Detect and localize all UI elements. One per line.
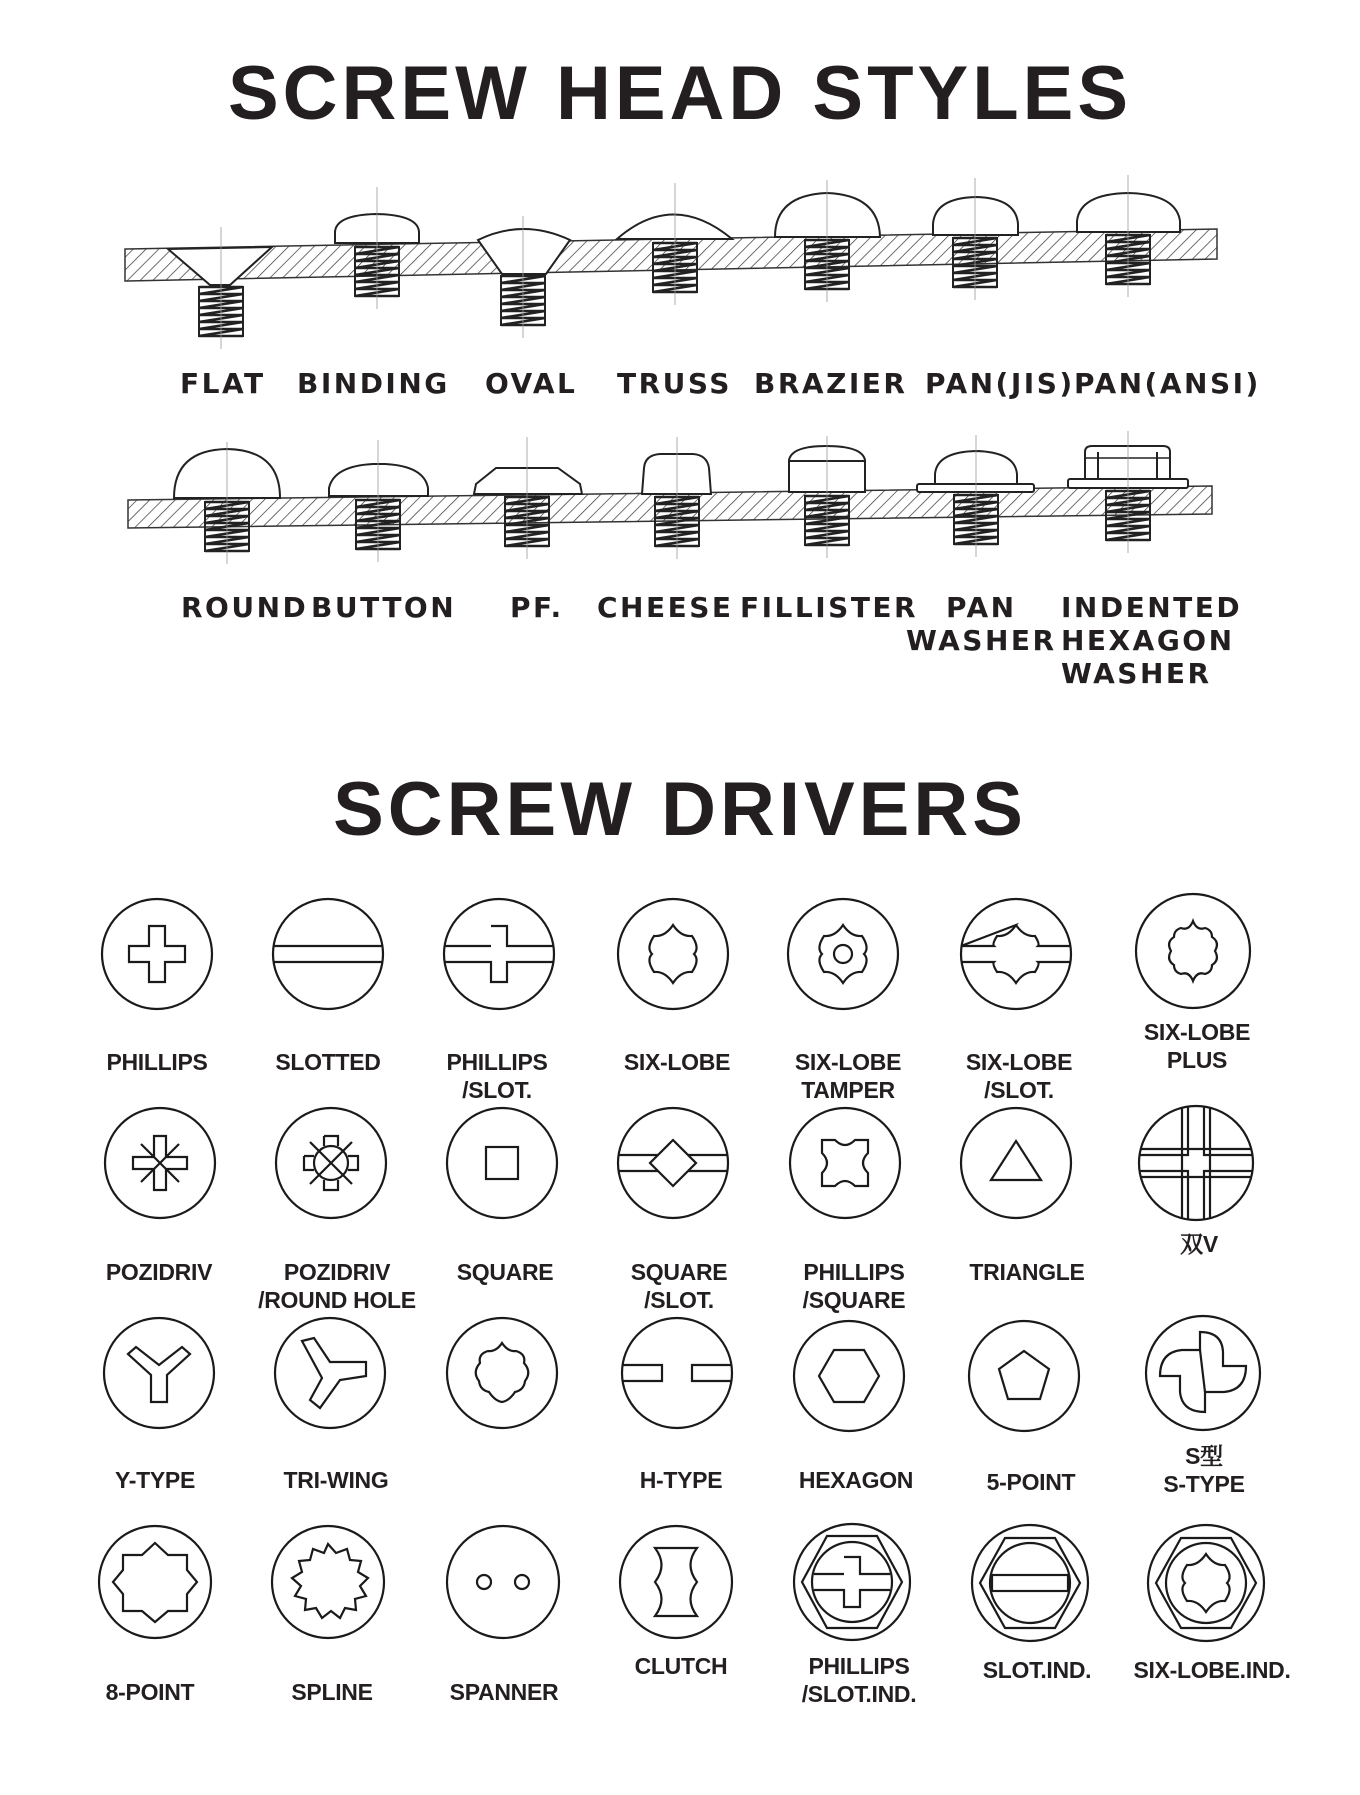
phillips-icon	[102, 899, 212, 1009]
driver-label-hexagon: HEXAGON	[798, 1467, 914, 1493]
head-label-flat: FLAT	[180, 367, 266, 400]
head-label-pan-washer: PAN WASHER	[906, 591, 1057, 657]
head-row-2	[128, 431, 1212, 564]
driver-label-double-v: 双V	[1180, 1231, 1218, 1257]
six-lobe-icon	[618, 899, 728, 1009]
hexagon-icon	[794, 1321, 904, 1431]
slotted-icon	[273, 899, 383, 1009]
six-lobe-ind-icon	[1148, 1525, 1264, 1641]
oval-head-screw	[478, 216, 570, 338]
head-label-cheese: CHEESE	[597, 591, 734, 624]
phillips-square-icon	[790, 1108, 900, 1218]
phillips-slot-ind-icon	[794, 1524, 910, 1640]
pentagon-icon	[969, 1321, 1079, 1431]
driver-label-spanner: SPANNER	[449, 1679, 559, 1705]
s-type-icon	[1146, 1316, 1260, 1430]
square-icon	[447, 1108, 557, 1218]
driver-label-square: SQUARE	[456, 1259, 554, 1285]
driver-label-square-slot: SQUARE /SLOT.	[630, 1259, 728, 1313]
head-label-indented-hexagon-washer: INDENTED HEXAGON WASHER	[1061, 591, 1243, 690]
eight-point-icon	[99, 1526, 211, 1638]
head-label-brazier: BRAZIER	[754, 367, 908, 400]
head-label-binding: BINDING	[297, 367, 450, 400]
spline-icon	[272, 1526, 384, 1638]
driver-label-phillips-slot-ind: PHILLIPS /SLOT.IND.	[801, 1653, 917, 1707]
clutch-icon	[620, 1526, 732, 1638]
h-type-icon	[622, 1318, 732, 1428]
driver-label-six-lobe-slot: SIX-LOBE /SLOT.	[965, 1049, 1073, 1103]
driver-label-pozidriv-round-hole: POZIDRIV /ROUND HOLE	[258, 1259, 416, 1313]
driver-label-phillips-slot: PHILLIPS /SLOT.	[446, 1049, 548, 1103]
triangle-icon	[961, 1108, 1071, 1218]
driver-label-six-lobe-ind: SIX-LOBE.IND.	[1133, 1657, 1291, 1683]
double-v-icon	[1139, 1106, 1253, 1220]
head-label-button: BUTTON	[311, 591, 457, 624]
driver-label-six-lobe: SIX-LOBE	[623, 1049, 731, 1075]
pozidriv-round-hole-icon	[276, 1108, 386, 1218]
head-row-1	[125, 175, 1217, 349]
driver-label-s-type: S型 S-TYPE	[1163, 1443, 1245, 1497]
driver-label-six-lobe-tamper: SIX-LOBE TAMPER	[794, 1049, 902, 1103]
driver-label-8-point: 8-POINT	[105, 1679, 195, 1705]
head-label-fillister: FILLISTER	[740, 591, 919, 624]
y-type-icon	[104, 1318, 214, 1428]
screw-drivers-title: SCREW DRIVERS	[333, 767, 1027, 852]
slot-ind-icon	[972, 1525, 1088, 1641]
square-slot-icon	[618, 1108, 728, 1218]
star-lobe-icon	[447, 1318, 557, 1428]
head-label-pan-jis: PAN(JIS)	[925, 367, 1075, 400]
driver-label-phillips: PHILLIPS	[106, 1049, 208, 1075]
driver-label-six-lobe-plus: SIX-LOBE PLUS	[1143, 1019, 1251, 1073]
screw-head-styles-title: SCREW HEAD STYLES	[227, 51, 1133, 136]
phillips-slot-icon	[444, 899, 554, 1009]
six-lobe-tamper-icon	[788, 899, 898, 1009]
driver-label-slot-ind: SLOT.IND.	[982, 1657, 1092, 1683]
six-lobe-slot-icon	[961, 899, 1071, 1009]
driver-label-pozidriv: POZIDRIV	[105, 1259, 213, 1285]
driver-label-triangle: TRIANGLE	[969, 1259, 1085, 1285]
spanner-icon	[447, 1526, 559, 1638]
head-label-oval: OVAL	[485, 367, 578, 400]
driver-label-slotted: SLOTTED	[275, 1049, 381, 1075]
pozidriv-icon	[105, 1108, 215, 1218]
driver-label-spline: SPLINE	[291, 1679, 373, 1705]
tri-wing-icon	[275, 1318, 385, 1428]
flat-head-screw	[168, 227, 272, 349]
head-label-round: ROUND	[181, 591, 309, 624]
head-label-pf: PF.	[510, 591, 564, 624]
head-label-truss: TRUSS	[617, 367, 732, 400]
driver-label-clutch: CLUTCH	[634, 1653, 728, 1679]
head-label-pan-ansi: PAN(ANSI)	[1074, 367, 1261, 400]
driver-label-y-type: Y-TYPE	[114, 1467, 196, 1493]
driver-label-5-point: 5-POINT	[986, 1469, 1076, 1495]
driver-icons	[99, 894, 1264, 1641]
six-lobe-plus-icon	[1136, 894, 1250, 1008]
driver-label-h-type: H-TYPE	[639, 1467, 723, 1493]
driver-label-phillips-square: PHILLIPS /SQUARE	[802, 1259, 906, 1313]
driver-label-tri-wing: TRI-WING	[283, 1467, 389, 1493]
